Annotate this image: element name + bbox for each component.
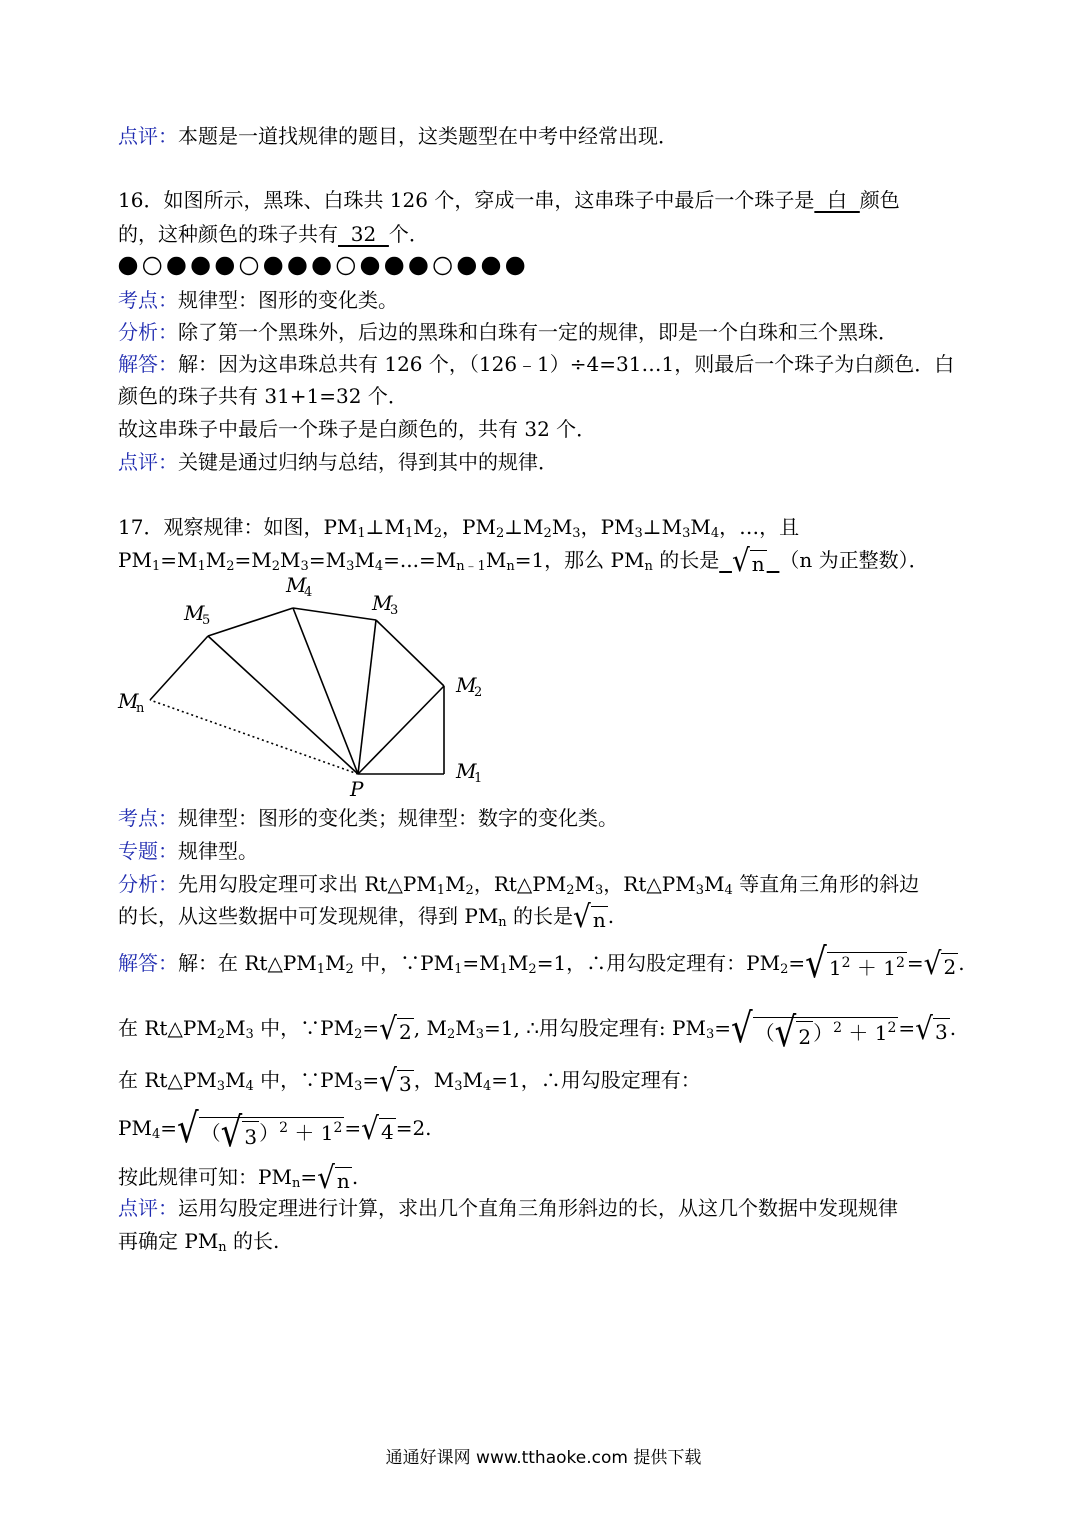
- kaodian-label: 考点：: [118, 288, 178, 312]
- q17-number: 17．: [118, 515, 164, 539]
- seg-m4m5: [208, 608, 293, 636]
- label-p: P: [350, 777, 364, 800]
- q16-conclusion: [118, 415, 596, 443]
- q16-answer-2: 32: [338, 222, 389, 246]
- q17-kaodian: [118, 804, 618, 832]
- label-m4: M: [286, 573, 307, 597]
- kaodian-label-17: 考点：: [118, 806, 178, 830]
- label-m1: M: [456, 759, 477, 783]
- label-m3: M: [372, 591, 393, 615]
- seg-m3m4: [293, 608, 376, 620]
- black-bead: [265, 258, 282, 275]
- black-bead: [216, 258, 233, 275]
- kaodian-text-17: 规律型：图形的变化类；规律型：数字的变化类。: [178, 806, 618, 830]
- black-bead: [386, 258, 403, 275]
- q17-zhuanti: [118, 837, 258, 865]
- spiral-figure: [110, 570, 500, 800]
- white-bead: [337, 258, 354, 275]
- black-bead: [362, 258, 379, 275]
- q17-fenxi-1: 分析：先用勾股定理可求出 $Rt\triangle PM_1M_2$，$Rt\triangle PM_2M_3$，$Rt\triangle PM_3M_4$ 等直角三角形的斜边: [118, 872, 920, 898]
- seg-pm4: [293, 608, 358, 774]
- q16-text-c: 的，这种颜色的珠子共有: [118, 222, 338, 246]
- dianping-label-17: 点评：: [118, 1196, 178, 1220]
- dianping-label: 点评：: [118, 450, 178, 474]
- q16-kaodian: [118, 286, 398, 314]
- q16-line-1: [118, 186, 900, 214]
- q17-jieda-1: 解答：解：在 $Rt\triangle PM_1M_2$ 中，$\because PM_1=M_1M_2=1$，∴用勾股定理有：$PM_2=√$ $1^2 + 1^2$ =√ 2 .: [118, 939, 965, 988]
- seg-pm3: [358, 620, 376, 774]
- q17-dianping-2: 再确定 $PM_n$ 的长.: [118, 1229, 280, 1255]
- white-bead: [434, 258, 451, 275]
- black-bead: [410, 258, 427, 275]
- label-mn-sub: n: [136, 701, 145, 716]
- label-m1-sub: 1: [474, 771, 483, 786]
- zhuanti-label: 专题：: [118, 839, 178, 863]
- label-m4-sub: 4: [304, 585, 313, 600]
- dianping-text-17a: 运用勾股定理进行计算，求出几个直角三角形斜边的长，从这几个数据中发现规律: [178, 1196, 898, 1220]
- q17-jieda-4: $PM_4=√$ （√ 3 ）$^2 + 1^2$ =√ 4 =2.: [118, 1104, 432, 1157]
- label-m3-sub: 3: [390, 603, 399, 618]
- label-m5-sub: 5: [202, 613, 211, 628]
- q17-dianping-1: [118, 1194, 898, 1222]
- seg-m2m3: [376, 620, 444, 686]
- comment-label: 点评：: [118, 124, 178, 148]
- seg-pmn-dotted: [150, 700, 358, 774]
- fenxi-label-17: 分析：: [118, 872, 178, 896]
- q17-text-b: ，…，且: [719, 515, 800, 539]
- q17-fenxi-2: 的长，从这些数据中可发现规律，得到 $PM_n$ 的长是√ n .: [118, 897, 615, 935]
- q17-text-c: （n 为正整数）．: [779, 548, 929, 572]
- jieda-label-17: 解答：: [118, 951, 178, 975]
- q16-answer-1: 白: [814, 188, 860, 212]
- q16-line-2: [118, 220, 429, 248]
- q16-text-a: 如图所示，黑珠、白珠共 126 个，穿成一串，这串珠子中最后一个珠子是: [163, 188, 815, 212]
- black-bead: [507, 258, 524, 275]
- seg-pm5: [208, 636, 358, 774]
- q17-text-a: 观察规律：如图，PM: [163, 515, 358, 539]
- fenxi-text-17: 的长，从这些数据中可发现规律，得到 PM: [118, 904, 499, 928]
- q16-jieda-1: [118, 350, 954, 378]
- jieda-text-2: 颜色的珠子共有 31+1=32 个．: [118, 384, 408, 408]
- fenxi-text: 除了第一个黑珠外，后边的黑珠和白珠有一定的规律，即是一个白珠和三个黑珠．: [178, 320, 898, 344]
- label-m5: M: [184, 601, 205, 625]
- jieda-label: 解答：: [118, 352, 178, 376]
- q16-text-d: 个．: [388, 222, 429, 246]
- black-bead: [168, 258, 185, 275]
- label-m2: M: [456, 673, 477, 697]
- zhuanti-text: 规律型。: [178, 839, 258, 863]
- q17-line-2: $PM_1=M_1M_2=M_2M_3=M_3M_4=...=M_{n﹣1}M_n=1$，那么 $PM_n$ 的长是 √ n （n 为正整数）．: [118, 541, 929, 579]
- dianping-text: 关键是通过归纳与总结，得到其中的规律．: [178, 450, 558, 474]
- bead-string: [118, 256, 538, 276]
- rule-text: 按此规律可知：PM: [118, 1165, 292, 1189]
- q16-jieda-2: [118, 382, 408, 410]
- kaodian-text: 规律型：图形的变化类。: [178, 288, 398, 312]
- fenxi-label: 分析：: [118, 320, 178, 344]
- q16-text-b: 颜色: [859, 188, 900, 212]
- white-bead: [241, 258, 258, 275]
- dianping-text-17b: 再确定 PM: [118, 1229, 219, 1253]
- label-mn: M: [118, 689, 139, 713]
- jieda-text-1: 解：因为这串珠总共有 126 个，（126﹣1）÷4=31…1，则最后一个珠子为白颜色．白: [178, 352, 955, 376]
- q17-jieda-2: 在 $Rt\triangle PM_2M_3$ 中，$\because PM_2=√$ 2 , $M_2M_3=1$, ∴用勾股定理有: $PM_3=√$ （√ 2 ）$^2 + 1^2$ =√ 3 .: [118, 1004, 957, 1057]
- q16-number: 16．: [118, 188, 164, 212]
- q16-fenxi: [118, 318, 898, 346]
- black-bead: [313, 258, 330, 275]
- q17-answer: √ n: [731, 541, 765, 579]
- conclusion-text: 故这串珠子中最后一个珠子是白颜色的，共有 32 个．: [118, 417, 597, 441]
- black-bead: [458, 258, 475, 275]
- label-m2-sub: 2: [474, 685, 483, 700]
- footer: 通通好课网 www.tthaoke.com 提供下载: [385, 1448, 702, 1468]
- comment-text: 本题是一道找规律的题目，这类题型在中考中经常出现．: [178, 124, 678, 148]
- q17-jieda-3: 在 $Rt\triangle PM_3M_4$ 中，$\because PM_3=√$ 3 ，$M_3M_4=1$，∴用勾股定理有：: [118, 1061, 701, 1099]
- seg-m5mn: [150, 636, 208, 700]
- black-bead: [120, 258, 137, 275]
- black-bead: [192, 258, 209, 275]
- q17-rule: 按此规律可知：$PM_n=√$ n .: [118, 1158, 359, 1196]
- seg-pm2: [358, 686, 444, 774]
- q16-dianping: [118, 448, 558, 476]
- comment-line: [118, 122, 678, 150]
- q17-line-1: 17．观察规律：如图，$PM_1\perp M_1M_2$，$PM_2\perp M_2M_3$，$PM_3\perp M_3M_4$，…，且: [118, 515, 800, 541]
- black-bead: [483, 258, 500, 275]
- black-bead: [289, 258, 306, 275]
- white-bead: [144, 258, 161, 275]
